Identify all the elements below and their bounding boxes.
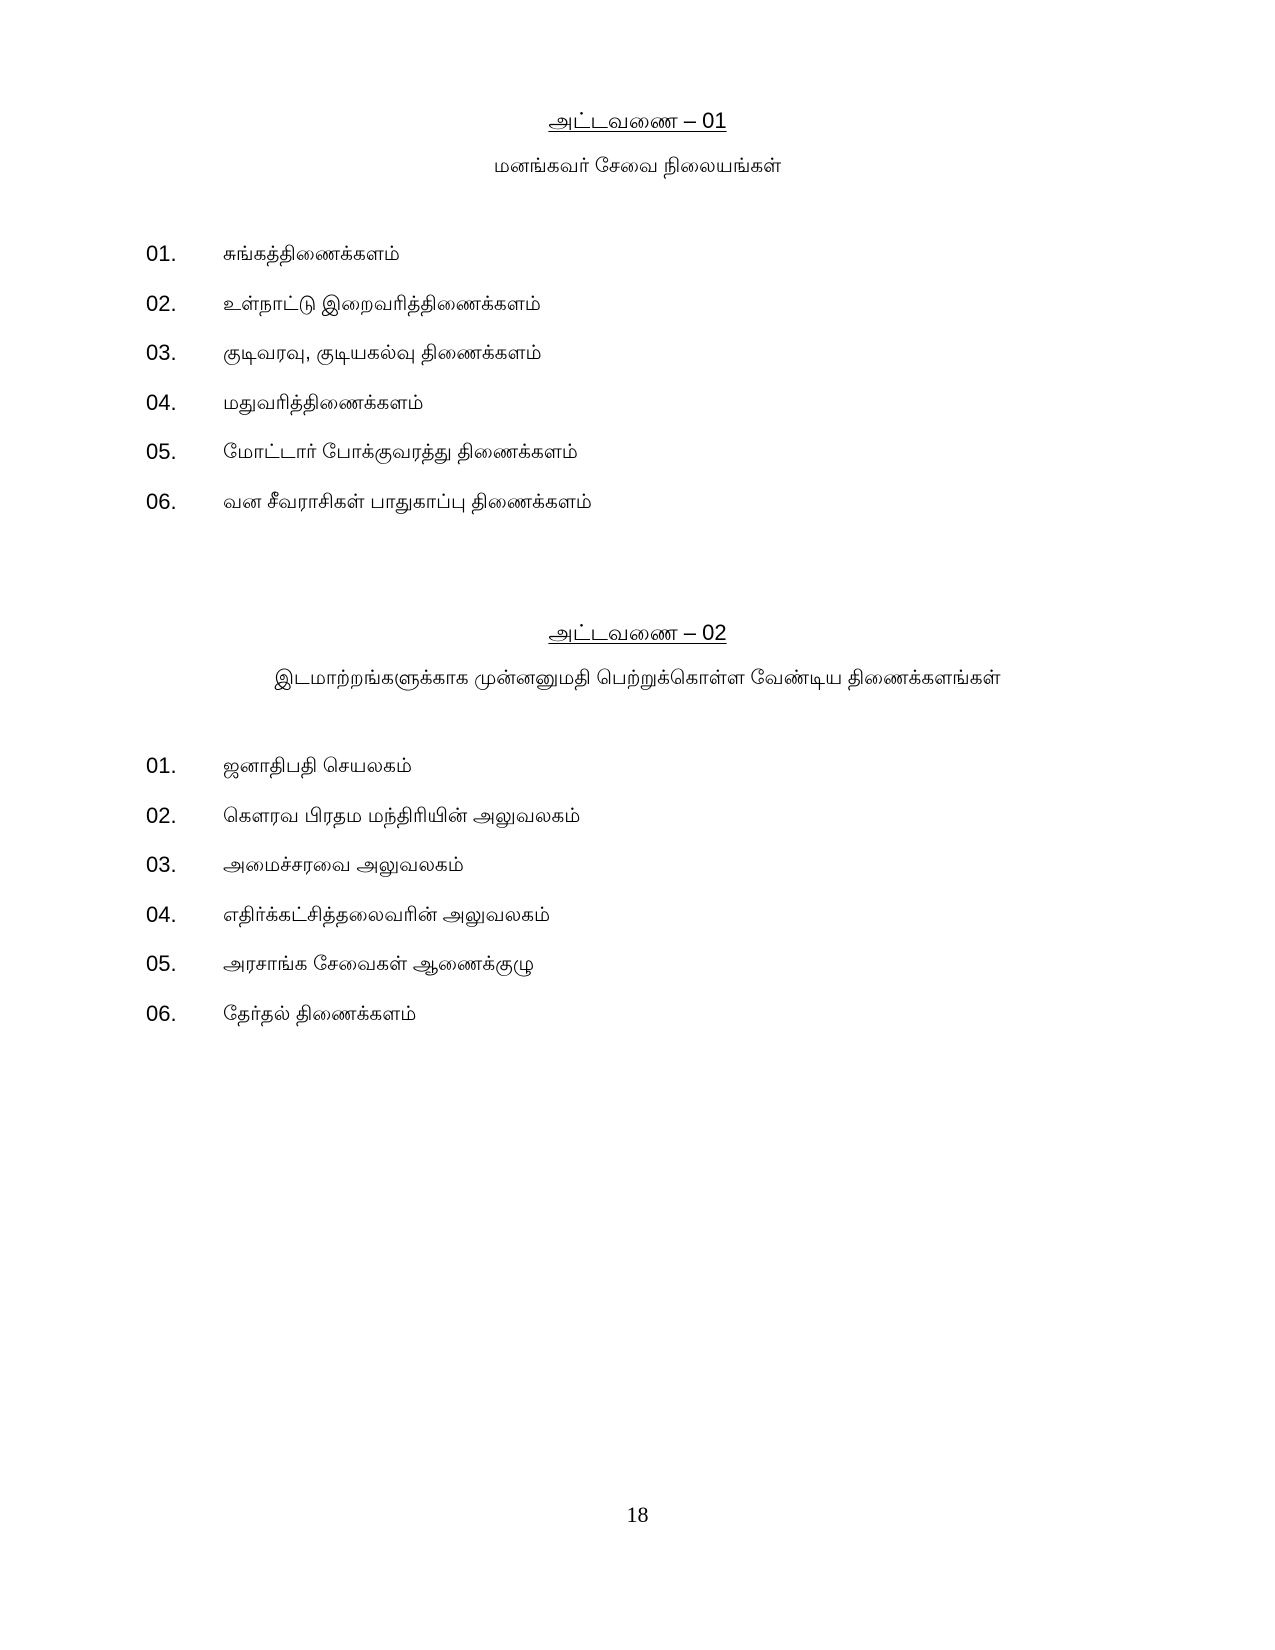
- item-number: 02.: [146, 802, 177, 828]
- schedule-2-list: [146, 752, 1046, 1049]
- item-number: 06.: [146, 488, 177, 514]
- schedule-1-list: [146, 240, 1046, 537]
- schedule-1-title: [0, 106, 1275, 136]
- item-text: சுங்கத்திணைக்களம்: [223, 243, 400, 265]
- list-item: [146, 389, 1046, 439]
- schedule-2-subtitle: இடமாற்றங்களுக்காக முன்னனுமதி பெற்றுக்கொள்ள வேண்டிய திணைக்களங்கள்: [274, 667, 1001, 689]
- list-item: [146, 438, 1046, 488]
- item-number: 02.: [146, 290, 177, 316]
- item-number: 01.: [146, 753, 177, 778]
- item-text: அமைச்சரவை அலுவலகம்: [223, 854, 464, 876]
- list-item: [146, 901, 1046, 951]
- list-item: [146, 339, 1046, 389]
- schedule-1-subtitle: மனங்கவர் சேவை நிலையங்கள்: [493, 155, 782, 177]
- item-number: 03.: [146, 340, 177, 365]
- item-text: வன சீவராசிகள் பாதுகாப்பு திணைக்களம்: [223, 490, 592, 513]
- item-text: உள்நாட்டு இறைவரித்திணைக்களம்: [223, 292, 541, 315]
- item-number: 04.: [146, 389, 177, 415]
- item-number: 04.: [146, 901, 177, 927]
- item-number: 05.: [146, 951, 177, 976]
- list-item: [146, 802, 1046, 852]
- item-number: 01.: [146, 241, 177, 266]
- item-text: மோட்டார் போக்குவரத்து திணைக்களம்: [223, 441, 578, 463]
- item-text: எதிர்க்கட்சித்தலைவரின் அலுவலகம்: [223, 903, 551, 926]
- item-number: 03.: [146, 852, 177, 877]
- list-item: [146, 290, 1046, 340]
- list-item: [146, 851, 1046, 901]
- item-number: 06.: [146, 1000, 177, 1026]
- item-number: 05.: [146, 439, 177, 464]
- item-text: மதுவரித்திணைக்களம்: [223, 391, 424, 414]
- list-item: [146, 488, 1046, 538]
- item-text: அரசாங்க சேவைகள் ஆணைக்குழு: [223, 953, 535, 975]
- schedule-2-title-text: அட்டவணை – 02: [548, 620, 727, 645]
- list-item: [146, 240, 1046, 290]
- item-text: தேர்தல் திணைக்களம்: [223, 1002, 417, 1025]
- page-number: 18: [626, 1502, 649, 1527]
- list-item: [146, 752, 1046, 802]
- item-text: ஜனாதிபதி செயலகம்: [223, 755, 413, 777]
- schedule-1-title-text: அட்டவணை – 01: [548, 108, 727, 133]
- item-text: குடிவரவு, குடியகல்வு திணைக்களம்: [223, 342, 542, 364]
- item-text: கௌரவ பிரதம மந்திரியின் அலுவலகம்: [223, 804, 581, 827]
- list-item: [146, 950, 1046, 1000]
- schedule-2-title: [0, 618, 1275, 648]
- list-item: [146, 1000, 1046, 1050]
